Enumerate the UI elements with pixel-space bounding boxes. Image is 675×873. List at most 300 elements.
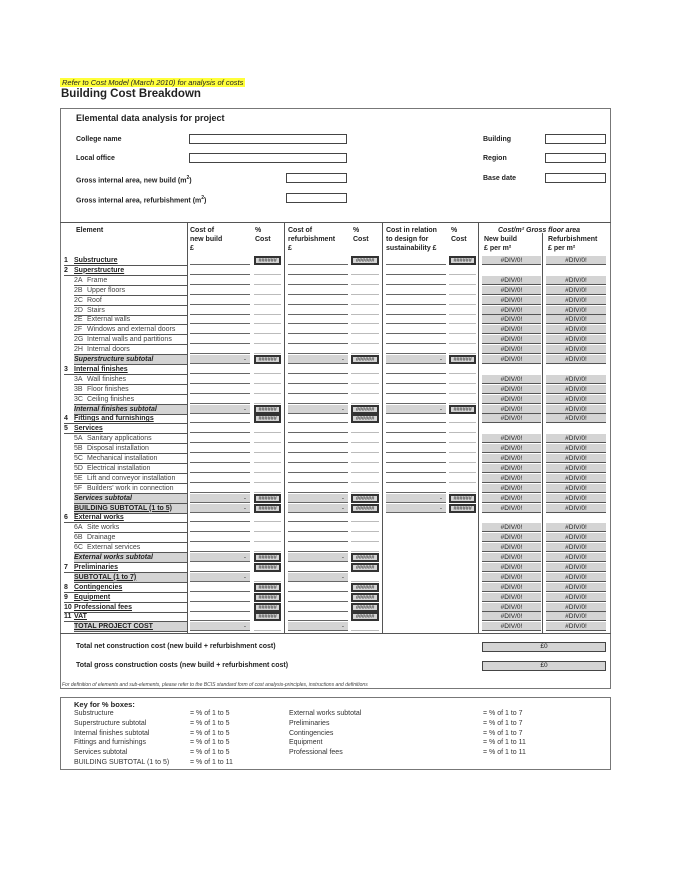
header-line: new build [190, 236, 223, 243]
gfa-new-build-cell: #DIV/0! [482, 414, 541, 423]
gfa-refurb-cell: #DIV/0! [546, 573, 606, 582]
cost-refurb-cell[interactable] [288, 474, 348, 483]
gia-refurb-text: Gross internal area, refurbishment (m [76, 197, 202, 205]
cost-refurb-cell: - [288, 405, 348, 414]
cost-refurb-cell[interactable] [288, 464, 348, 473]
cost-refurb-cell[interactable] [288, 325, 348, 334]
pct-new-build-cell: ###### [254, 256, 281, 265]
element-number: 5F [74, 484, 83, 492]
base-date-field[interactable] [545, 173, 606, 183]
table-row [0, 543, 675, 553]
table-row [0, 494, 675, 504]
header-pct-2 [353, 226, 369, 244]
pct-sustainability-cell [449, 454, 476, 463]
element-number: 2G [74, 336, 84, 344]
element-number: 5E [74, 474, 83, 482]
pct-refurb-cell: ###### [351, 355, 379, 364]
element-name: Superstructure subtotal [74, 356, 154, 363]
element-number: 7 [64, 563, 68, 571]
pct-sustainability-cell: ###### [449, 256, 476, 265]
cost-new-build-cell[interactable] [190, 543, 250, 552]
cost-sustainability-cell[interactable] [386, 306, 446, 315]
cost-refurb-cell[interactable] [288, 345, 348, 354]
element-name: Internal finishes [74, 365, 128, 373]
gfa-new-build-cell: #DIV/0! [482, 583, 541, 592]
pct-new-build-cell [254, 385, 281, 394]
pct-refurb-cell [351, 484, 379, 493]
table-row [0, 612, 675, 622]
pct-sustainability-cell: ###### [449, 355, 476, 364]
cost-new-build-cell[interactable] [190, 325, 250, 334]
element-label [64, 603, 187, 613]
cost-sustainability-cell: - [386, 494, 446, 503]
gfa-new-build-cell: #DIV/0! [482, 325, 541, 334]
element-label [74, 484, 187, 494]
gfa-refurb-cell: #DIV/0! [546, 504, 606, 513]
cost-refurb-cell[interactable] [288, 533, 348, 542]
pct-refurb-cell: ###### [351, 405, 379, 414]
cost-sustainability-cell[interactable] [386, 286, 446, 295]
element-number: 3C [74, 395, 83, 403]
pct-refurb-cell [351, 454, 379, 463]
gfa-refurb-cell: #DIV/0! [546, 474, 606, 483]
cost-sustainability-cell[interactable] [386, 385, 446, 394]
cost-new-build-cell[interactable] [190, 296, 250, 305]
cost-refurb-cell[interactable] [288, 444, 348, 453]
header-cost-refurb [288, 226, 335, 253]
gfa-refurb-cell: #DIV/0! [546, 315, 606, 324]
header-line: Cost [255, 236, 271, 243]
building-field[interactable] [545, 134, 606, 144]
pct-refurb-cell [351, 573, 379, 582]
table-row [0, 414, 675, 424]
gfa-refurb-cell: #DIV/0! [546, 533, 606, 542]
cost-refurb-cell[interactable] [288, 335, 348, 344]
cost-new-build-cell[interactable] [190, 395, 250, 404]
table-row [0, 424, 675, 434]
gfa-refurb-cell: #DIV/0! [546, 593, 606, 602]
header-line: Cost of [190, 227, 215, 234]
element-name: VAT [74, 613, 87, 621]
cost-refurb-cell[interactable] [288, 286, 348, 295]
cost-sustainability-cell[interactable] [386, 444, 446, 453]
gfa-new-build-cell: #DIV/0! [482, 315, 541, 324]
cost-sustainability-cell[interactable] [386, 345, 446, 354]
gfa-new-build-cell: #DIV/0! [482, 494, 541, 503]
pct-sustainability-cell: ###### [449, 494, 476, 503]
table-row [0, 523, 675, 533]
cost-sustainability-cell[interactable] [386, 414, 446, 423]
cost-new-build-cell[interactable] [190, 266, 250, 275]
cost-sustainability-cell[interactable] [386, 464, 446, 473]
header-line: £ [190, 245, 194, 252]
element-number: 6B [74, 534, 83, 542]
element-name: Substructure [74, 257, 118, 264]
gfa-new-build-cell: #DIV/0! [482, 296, 541, 305]
pct-new-build-cell: ###### [254, 494, 281, 503]
pct-sustainability-cell [449, 395, 476, 404]
cost-new-build-cell[interactable] [190, 414, 250, 423]
pct-refurb-cell [351, 306, 379, 315]
pct-refurb-cell: ###### [351, 414, 379, 423]
gfa-new-build-cell: #DIV/0! [482, 563, 541, 572]
element-label [74, 474, 187, 484]
cost-new-build-cell[interactable] [190, 365, 250, 374]
cost-refurb-cell[interactable] [288, 296, 348, 305]
cost-refurb-cell[interactable] [288, 434, 348, 443]
element-name: Roof [87, 296, 102, 304]
local-office-field[interactable] [189, 153, 347, 163]
table-row [0, 533, 675, 543]
gfa-refurb-cell: #DIV/0! [546, 444, 606, 453]
table-row [0, 444, 675, 454]
cost-refurb-cell[interactable] [288, 454, 348, 463]
element-name: Windows and external doors [87, 326, 176, 334]
gfa-refurb-cell: #DIV/0! [546, 345, 606, 354]
element-name: Lift and conveyor installation [87, 474, 176, 482]
cost-sustainability-cell[interactable] [386, 395, 446, 404]
pct-sustainability-cell [449, 424, 476, 433]
cost-new-build-cell[interactable] [190, 434, 250, 443]
pct-refurb-cell [351, 345, 379, 354]
header-element: Element [76, 227, 104, 234]
header-gfa-refurb [548, 235, 597, 253]
header-line: % [353, 227, 360, 234]
base-date-label: Base date [483, 175, 517, 182]
cost-sustainability-cell[interactable] [386, 276, 446, 285]
gfa-new-build-cell: #DIV/0! [482, 593, 541, 602]
cost-new-build-cell[interactable] [190, 444, 250, 453]
gfa-refurb-cell: #DIV/0! [546, 622, 606, 631]
cost-refurb-cell[interactable] [288, 256, 348, 265]
cost-refurb-cell: - [288, 553, 348, 562]
cost-sustainability-cell[interactable] [386, 484, 446, 493]
key-item-rule: = % of 1 to 7 [483, 719, 523, 727]
cost-new-build-cell[interactable] [190, 424, 250, 433]
cost-sustainability-cell: - [386, 405, 446, 414]
element-number: 3A [74, 375, 83, 383]
gfa-new-build-cell: #DIV/0! [482, 335, 541, 344]
element-number: 9 [64, 593, 68, 601]
gfa-refurb-cell: #DIV/0! [546, 276, 606, 285]
gfa-new-build-cell: #DIV/0! [482, 474, 541, 483]
cost-refurb-cell[interactable] [288, 375, 348, 384]
element-number: 2D [74, 306, 83, 314]
gfa-new-build-cell: #DIV/0! [482, 306, 541, 315]
gfa-refurb-cell: #DIV/0! [546, 395, 606, 404]
cost-refurb-cell[interactable] [288, 315, 348, 324]
pct-new-build-cell [254, 444, 281, 453]
cost-new-build-cell[interactable] [190, 583, 250, 592]
gfa-refurb-cell: #DIV/0! [546, 355, 606, 364]
gfa-refurb-cell: #DIV/0! [546, 414, 606, 423]
gia-new-build-field[interactable] [286, 173, 347, 183]
element-label [74, 543, 187, 553]
element-number: 3 [64, 365, 68, 373]
element-label [64, 612, 187, 622]
cost-new-build-cell[interactable] [190, 315, 250, 324]
cost-new-build-cell[interactable] [190, 345, 250, 354]
pct-new-build-cell: ###### [254, 603, 281, 612]
gfa-new-build-cell: #DIV/0! [482, 434, 541, 443]
pct-new-build-cell [254, 434, 281, 443]
key-item-label: Preliminaries [289, 719, 330, 727]
cost-sustainability-cell: - [386, 504, 446, 513]
key-item-rule: = % of 1 to 5 [190, 719, 230, 727]
table-row [0, 256, 675, 266]
cost-refurb-cell[interactable] [288, 583, 348, 592]
element-label [74, 286, 187, 296]
pct-new-build-cell: ###### [254, 563, 281, 572]
key-item-label: Equipment [289, 739, 323, 747]
header-pct-3 [451, 226, 467, 244]
header-line: refurbishment [288, 236, 336, 243]
element-label [74, 375, 187, 385]
pct-refurb-cell [351, 385, 379, 394]
element-number: 5A [74, 435, 83, 443]
pct-refurb-cell [351, 286, 379, 295]
table-row [0, 315, 675, 325]
element-number: 2E [74, 316, 83, 324]
gfa-new-build-cell: #DIV/0! [482, 543, 541, 552]
element-name: Equipment [74, 593, 111, 601]
cost-refurb-cell[interactable] [288, 414, 348, 423]
cost-refurb-cell[interactable] [288, 563, 348, 572]
key-item-rule: = % of 1 to 7 [483, 710, 523, 717]
paren: ) [189, 177, 192, 185]
element-label [64, 266, 187, 276]
gfa-new-build-cell: #DIV/0! [482, 355, 541, 364]
table-bottom-divider [60, 633, 611, 634]
element-label [74, 395, 187, 405]
element-name: Drainage [87, 534, 116, 542]
element-label [74, 523, 187, 533]
cost-sustainability-cell[interactable] [386, 266, 446, 275]
cost-new-build-cell[interactable] [190, 603, 250, 612]
cost-sustainability-cell[interactable] [386, 434, 446, 443]
gfa-refurb-cell: #DIV/0! [546, 385, 606, 394]
table-row [0, 365, 675, 375]
cost-refurb-cell: - [288, 573, 348, 582]
table-row [0, 583, 675, 593]
table-row [0, 504, 675, 514]
element-name: Internal finishes subtotal [74, 405, 157, 413]
cost-new-build-cell[interactable] [190, 335, 250, 344]
header-gfa-new [484, 235, 517, 253]
key-item-rule: = % of 1 to 5 [190, 710, 230, 717]
key-item-label: External works subtotal [289, 710, 362, 717]
cost-new-build-cell[interactable] [190, 276, 250, 285]
pct-sustainability-cell [449, 286, 476, 295]
table-row [0, 622, 675, 632]
pct-sustainability-cell [449, 365, 476, 374]
cost-refurb-cell[interactable] [288, 484, 348, 493]
cost-refurb-cell[interactable] [288, 523, 348, 532]
cost-sustainability-cell[interactable] [386, 424, 446, 433]
key-item-label: Superstructure subtotal [74, 719, 147, 727]
cost-new-build-cell: - [190, 504, 250, 513]
cost-new-build-cell[interactable] [190, 612, 250, 621]
pct-sustainability-cell [449, 414, 476, 423]
pct-sustainability-cell [449, 444, 476, 453]
pct-refurb-cell [351, 266, 379, 275]
cost-refurb-cell[interactable] [288, 395, 348, 404]
cost-refurb-cell[interactable] [288, 593, 348, 602]
element-name: Floor finishes [87, 385, 129, 393]
gfa-refurb-cell: #DIV/0! [546, 563, 606, 572]
gfa-new-build-cell: #DIV/0! [482, 603, 541, 612]
pct-new-build-cell: ###### [254, 405, 281, 414]
element-label [74, 434, 187, 444]
cost-new-build-cell[interactable] [190, 474, 250, 483]
pct-new-build-cell [254, 325, 281, 334]
pct-sustainability-cell [449, 266, 476, 275]
cost-new-build-cell[interactable] [190, 306, 250, 315]
element-number: 1 [64, 257, 68, 264]
gfa-refurb-cell: #DIV/0! [546, 612, 606, 621]
cost-refurb-cell[interactable] [288, 424, 348, 433]
pct-refurb-cell [351, 523, 379, 532]
bcis-footnote: For definition of elements and sub-elements, please refer to the BCIS standard form of cost analysis-principles, instructions and definitions [62, 682, 368, 688]
header-line: Cost of [288, 227, 313, 234]
cost-sustainability-cell[interactable] [386, 325, 446, 334]
cost-new-build-cell[interactable] [190, 563, 250, 572]
pct-refurb-cell: ###### [351, 583, 379, 592]
pct-new-build-cell [254, 345, 281, 354]
element-label [74, 622, 187, 632]
key-item-rule: = % of 1 to 5 [190, 749, 230, 757]
pct-new-build-cell [254, 315, 281, 324]
table-row [0, 474, 675, 484]
cost-sustainability-cell[interactable] [386, 375, 446, 384]
cost-refurb-cell[interactable] [288, 612, 348, 621]
element-number: 6 [64, 514, 68, 522]
element-number: 5 [64, 425, 68, 433]
cost-refurb-cell: - [288, 622, 348, 631]
cost-refurb-cell[interactable] [288, 306, 348, 315]
cost-sustainability-cell[interactable] [386, 335, 446, 344]
region-label: Region [483, 155, 507, 162]
cost-new-build-cell[interactable] [190, 593, 250, 602]
key-item-label: BUILDING SUBTOTAL (1 to 5) [74, 759, 170, 766]
cost-sustainability-cell[interactable] [386, 365, 446, 374]
pct-sustainability-cell [449, 306, 476, 315]
element-name: Services [74, 425, 103, 433]
cost-refurb-cell: - [288, 494, 348, 503]
cost-new-build-cell: - [190, 494, 250, 503]
cost-new-build-cell: - [190, 553, 250, 562]
cost-refurb-cell[interactable] [288, 266, 348, 275]
cost-sustainability-cell[interactable] [386, 296, 446, 305]
cost-new-build-cell[interactable] [190, 484, 250, 493]
cost-refurb-cell[interactable] [288, 603, 348, 612]
cost-refurb-cell[interactable] [288, 513, 348, 522]
table-row [0, 484, 675, 494]
pct-refurb-cell [351, 622, 379, 631]
element-number: 5D [74, 464, 83, 472]
gross-cost-value: £0 [482, 661, 606, 671]
pct-new-build-cell [254, 276, 281, 285]
table-row [0, 573, 675, 583]
pct-new-build-cell: ###### [254, 414, 281, 423]
table-row [0, 603, 675, 613]
college-name-field[interactable] [189, 134, 347, 144]
pct-new-build-cell [254, 573, 281, 582]
element-number: 2B [74, 286, 83, 294]
table-row [0, 385, 675, 395]
cost-new-build-cell[interactable] [190, 286, 250, 295]
gfa-new-build-cell: #DIV/0! [482, 276, 541, 285]
gfa-new-build-cell: #DIV/0! [482, 385, 541, 394]
pct-refurb-cell: ###### [351, 504, 379, 513]
pct-sustainability-cell [449, 434, 476, 443]
element-label [74, 533, 187, 543]
key-item-label: Contingencies [289, 729, 334, 737]
gia-refurb-field[interactable] [286, 193, 347, 203]
element-name: Contingencies [74, 583, 123, 591]
pct-refurb-cell [351, 543, 379, 552]
cost-new-build-cell[interactable] [190, 256, 250, 265]
element-name: Sanitary applications [87, 435, 152, 443]
pct-refurb-cell [351, 325, 379, 334]
element-label [74, 355, 187, 365]
pct-refurb-cell [351, 474, 379, 483]
pct-new-build-cell: ###### [254, 612, 281, 621]
cost-new-build-cell[interactable] [190, 375, 250, 384]
cost-new-build-cell[interactable] [190, 523, 250, 532]
element-number: 2A [74, 276, 83, 284]
cost-refurb-cell[interactable] [288, 543, 348, 552]
gfa-new-build-cell: #DIV/0! [482, 573, 541, 582]
cost-sustainability-cell[interactable] [386, 474, 446, 483]
header-line: New build [484, 236, 518, 243]
table-row [0, 266, 675, 276]
cost-refurb-cell[interactable] [288, 385, 348, 394]
cost-new-build-cell[interactable] [190, 454, 250, 463]
element-label [74, 553, 187, 563]
key-item-label: Professional fees [289, 749, 343, 757]
cost-sustainability-cell: - [386, 355, 446, 364]
element-name: TOTAL PROJECT COST [74, 623, 153, 631]
cost-sustainability-cell[interactable] [386, 315, 446, 324]
pct-new-build-cell [254, 424, 281, 433]
table-row [0, 513, 675, 523]
cost-new-build-cell[interactable] [190, 464, 250, 473]
cost-refurb-cell[interactable] [288, 276, 348, 285]
pct-new-build-cell [254, 543, 281, 552]
element-label [64, 593, 187, 603]
header-line: Cost [451, 236, 467, 243]
pct-sustainability-cell: ###### [449, 504, 476, 513]
element-label [74, 296, 187, 306]
key-item-label: Fittings and furnishings [74, 739, 146, 747]
element-name: Site works [87, 524, 120, 532]
pct-refurb-cell [351, 335, 379, 344]
cost-refurb-cell[interactable] [288, 365, 348, 374]
region-field[interactable] [545, 153, 606, 163]
cost-sustainability-cell[interactable] [386, 256, 446, 265]
element-label [64, 513, 187, 523]
pct-new-build-cell: ###### [254, 504, 281, 513]
key-item-label: Internal finishes subtotal [74, 729, 150, 737]
element-name: Services subtotal [74, 494, 132, 502]
cost-new-build-cell[interactable] [190, 513, 250, 522]
element-label [74, 573, 187, 583]
pct-sustainability-cell [449, 385, 476, 394]
cost-sustainability-cell[interactable] [386, 454, 446, 463]
cost-new-build-cell[interactable] [190, 533, 250, 542]
cost-new-build-cell[interactable] [190, 385, 250, 394]
